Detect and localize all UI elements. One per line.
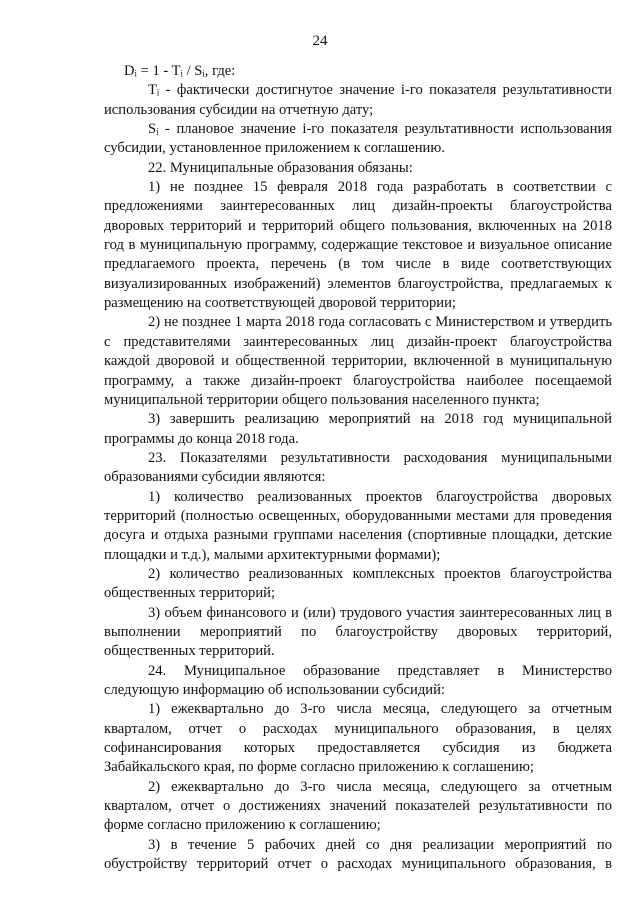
definition-s: Sᵢ - плановое значение i-го показателя результативности использования субсидии, установленное приложением к соглашению. xyxy=(104,121,612,157)
section-23-heading: 23. Показателями результативности расходования муниципальными образованиями субсидии являются: xyxy=(104,449,612,486)
formula: Dᵢ = 1 - Tᵢ / Sᵢ, где: xyxy=(124,63,236,79)
section-24-item-2: 2) ежеквартально до 3-го числа месяца, следующего за отчетным кварталом, отчет о достижениях значений показателей результативности по форме согласно приложению к соглашению; xyxy=(104,778,612,834)
section-23-item-2: 2) количество реализованных комплексных проектов благоустройства общественных территорий; xyxy=(104,565,612,602)
section-23-item-1: 1) количество реализованных проектов благоустройства дворовых территорий (полностью освещенных, оборудованными местами для проведения досуга и отдыха разными группами населения (спортивные площадки, детские площадки и т.д.), малыми архитектурными формами); xyxy=(104,488,612,563)
definition-t: Tᵢ - фактически достигнутое значение i-го показателя результативности использования субсидии на отчетную дату; xyxy=(104,82,612,118)
page-number: 24 xyxy=(312,33,328,49)
section-24-heading: 24. Муниципальное образование представляет в Министерство следующую информацию об использовании субсидий: xyxy=(104,662,612,698)
section-22-item-2: 2) не позднее 1 марта 2018 года согласовать с Министерством и утвердить с представителями заинтересованных лиц дизайн-проект благоустройства каждой дворовой и общественной территории, включенной в муниципальную программу, а также дизайн-проект благоустройства наиболее посещаемой муниципальной территории общего пользования населенного пункта; xyxy=(104,314,612,408)
section-23-item-3: 3) объем финансового и (или) трудового участия заинтересованных лиц в выполнении мероприятий по благоустройству дворовых территорий, общественных территорий. xyxy=(104,604,612,660)
section-22-heading: 22. Муниципальные образования обязаны: xyxy=(148,159,413,176)
section-24-item-1: 1) ежеквартально до 3-го числа месяца, следующего за отчетным кварталом, отчет о расходах муниципального образования, в целях софинансирования которых предоставляется субсидия из бюджета Забайкальского края, по форме согласно приложению к соглашению; xyxy=(104,701,612,776)
section-22-item-3: 3) завершить реализацию мероприятий на 2018 год муниципальной программы до конца 2018 года. xyxy=(104,411,612,447)
document-body xyxy=(104,62,612,874)
section-22-item-1: 1) не позднее 15 февраля 2018 года разработать в соответствии с предложениями заинтересованных лиц дизайн-проекты благоустройства дворовых территорий и территорий общего пользования, включенных на 2018 год в муниципальную программу, содержащие текстовое и визуальное описание предлагаемого проекта, перечень (в том числе в виде соответствующих визуализированных изображений) элементов благоустройства, предлагаемых к размещению на соответствующей дворовой территории; xyxy=(104,179,612,312)
section-24-item-3: 3) в течение 5 рабочих дней со дня реализации мероприятий по обустройству территорий отчет о расходах муниципального образования, в xyxy=(104,836,612,873)
